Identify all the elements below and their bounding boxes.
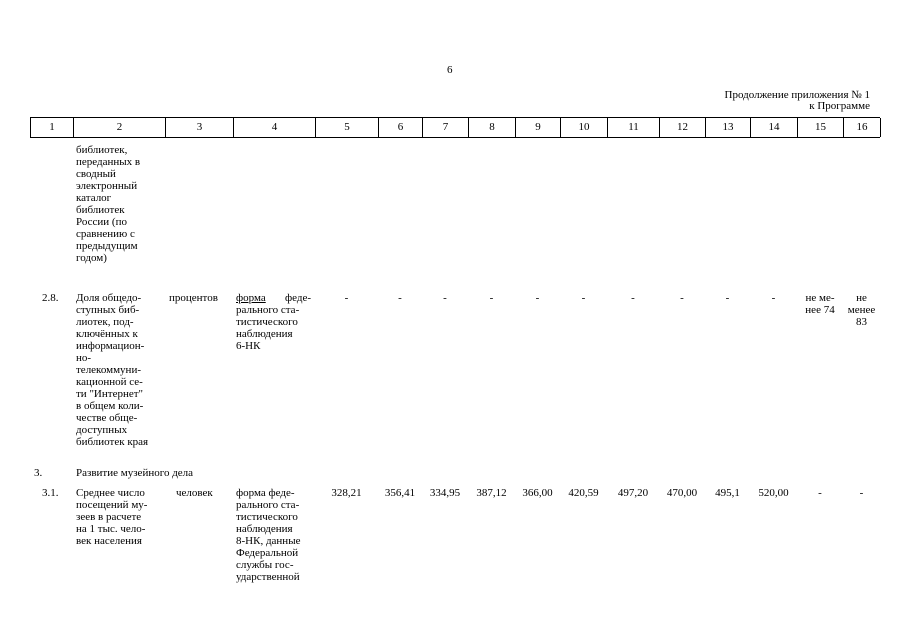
row-3-1-value-col-10: 420,59 xyxy=(568,487,599,499)
row-continuation-name: библиотек, переданных в сводный электронный каталог библиотек России (по сравнению с предыдущим годом) xyxy=(76,144,141,264)
row-3-1-value-col-15: - xyxy=(818,487,822,499)
row-2-8-value-col-6: - xyxy=(398,292,402,304)
row-2-8-name: Доля общедо- ступных биб- лиотек, под- ключённых к информацион- но- телекоммуни- кационной се- ти "Интернет" в общем коли- честве обще- доступных библиотек края xyxy=(76,292,149,448)
row-3-1-name: Среднее число посещений му- зеев в расчете на 1 тыс. чело- век населения xyxy=(76,487,148,547)
header-col-3: 3 xyxy=(165,118,233,137)
header-col-6: 6 xyxy=(378,118,422,137)
continuation-line-2: к Программе xyxy=(809,100,870,112)
row-2-8-value-col-12: - xyxy=(680,292,684,304)
header-col-16: 16 xyxy=(843,118,881,137)
row-2-8-source xyxy=(236,292,311,352)
row-2-8-value-col-8: - xyxy=(489,292,494,304)
header-col-13: 13 xyxy=(705,118,750,137)
row-2-8-source-more: рального ста- тистического наблюдения 6-НК xyxy=(236,304,300,352)
row-3-1-source: форма феде- рального ста- тистического наблюдения 8-НК, данные Федеральной службы гос- ударственной xyxy=(236,487,301,583)
row-3-1-value-col-13: 495,1 xyxy=(715,487,740,499)
header-col-14: 14 xyxy=(750,118,797,137)
row-3-1-value-col-6: 356,41 xyxy=(384,487,416,499)
row-3-1-value-col-12: 470,00 xyxy=(666,487,698,499)
row-3-1-value-col-7: 334,95 xyxy=(429,487,461,499)
row-2-8-source-rest: феде- xyxy=(284,292,311,304)
row-3-1-value-col-9: 366,00 xyxy=(522,487,553,499)
row-3-1-value-col-5: 328,21 xyxy=(331,487,362,499)
header-col-11: 11 xyxy=(607,118,659,137)
row-2-8-number: 2.8. xyxy=(42,292,59,304)
row-3-1-value-col-14: 520,00 xyxy=(758,487,789,499)
header-col-12: 12 xyxy=(659,118,705,137)
header-col-1: 1 xyxy=(30,118,73,137)
row-2-8-value-col-7: - xyxy=(443,292,447,304)
row-3-number: 3. xyxy=(34,467,43,479)
row-2-8-value-col-5: - xyxy=(344,292,349,304)
row-3-1-value-col-8: 387,12 xyxy=(476,487,507,499)
header-col-5: 5 xyxy=(315,118,378,137)
row-2-8-value-col-16: не менее 83 xyxy=(847,292,876,328)
row-2-8-value-col-9: - xyxy=(535,292,540,304)
row-2-8-value-col-15: не ме- нее 74 xyxy=(805,292,835,316)
row-2-8-value-col-13: - xyxy=(725,292,730,304)
row-2-8-source-link[interactable]: форма xyxy=(236,292,266,304)
page-number: 6 xyxy=(447,64,453,76)
header-col-4: 4 xyxy=(233,118,315,137)
header-col-7: 7 xyxy=(422,118,468,137)
row-3-1-value-col-11: 497,20 xyxy=(617,487,649,499)
header-col-10: 10 xyxy=(560,118,607,137)
row-2-8-value-col-14: - xyxy=(771,292,776,304)
continuation-line-1: Продолжение приложения № 1 xyxy=(724,89,870,101)
table-header xyxy=(30,117,880,138)
header-col-2: 2 xyxy=(73,118,165,137)
row-2-8-value-col-11: - xyxy=(631,292,635,304)
continuation-note xyxy=(725,90,870,112)
row-3-1-unit: человек xyxy=(176,487,213,499)
row-2-8-unit: процентов xyxy=(169,292,218,304)
header-col-8: 8 xyxy=(468,118,515,137)
row-3-1-number: 3.1. xyxy=(42,487,59,499)
row-2-8-value-col-10: - xyxy=(581,292,586,304)
header-col-15: 15 xyxy=(797,118,843,137)
header-col-9: 9 xyxy=(515,118,560,137)
row-3-name: Развитие музейного дела xyxy=(76,467,194,479)
row-3-1-value-col-16: - xyxy=(859,487,864,499)
